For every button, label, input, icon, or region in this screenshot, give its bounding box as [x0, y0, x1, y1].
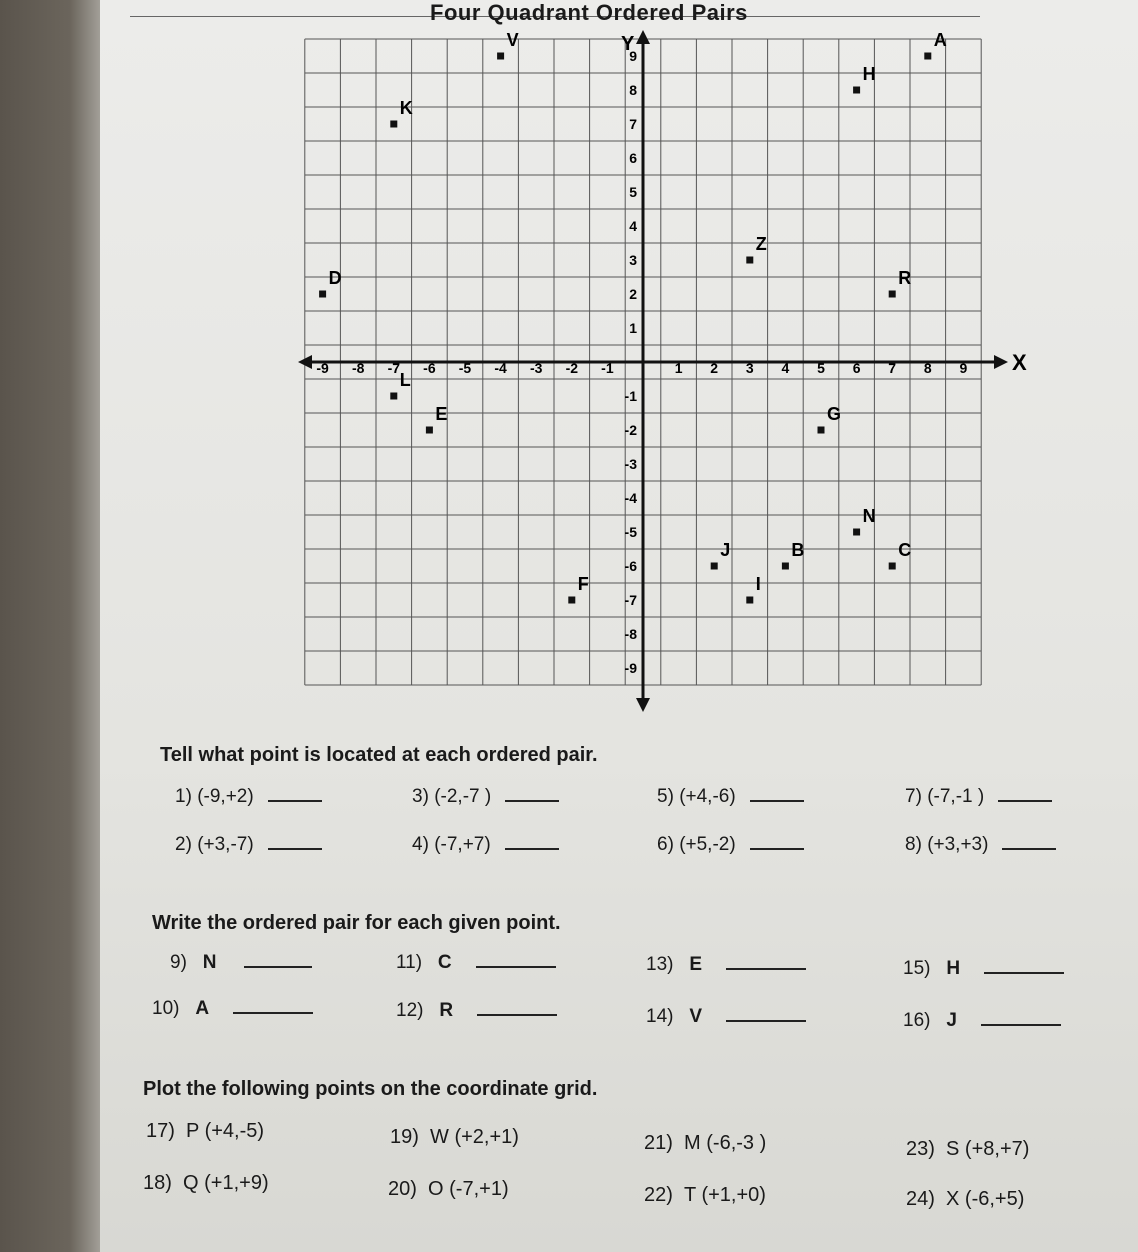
y-tick-label: 4: [629, 218, 637, 234]
x-tick-label: 3: [745, 360, 754, 376]
question-9: 9) N: [170, 952, 312, 974]
question-5: 5) (+4,-6): [657, 786, 804, 808]
y-tick-label: -6: [624, 558, 637, 574]
plot-item-24: 24) X (-6,+5): [906, 1188, 1025, 1210]
x-tick-label: 7: [888, 360, 897, 376]
plot-item-23: 23) S (+8,+7): [906, 1138, 1030, 1160]
x-tick-label: -3: [529, 360, 543, 376]
y-axis-arrow-down: [636, 698, 650, 712]
y-axis-label: Y: [621, 33, 635, 55]
point-label-a: A: [933, 30, 947, 50]
x-tick-label: -9: [316, 360, 329, 376]
point-marker-v: [497, 53, 504, 60]
point-label-j: J: [720, 540, 731, 560]
answer-blank-8[interactable]: [1002, 834, 1056, 850]
question-14: 14) V: [646, 1006, 806, 1028]
x-tick-label: 5: [817, 360, 825, 376]
answer-blank-13[interactable]: [726, 954, 806, 970]
point-marker-l: [390, 393, 397, 400]
point-marker-d: [319, 291, 326, 298]
question-12: 12) R: [396, 1000, 557, 1022]
y-axis-arrow-up: [636, 30, 650, 44]
y-tick-label: 7: [629, 116, 637, 132]
section2-heading: Write the ordered pair for each given point.: [152, 912, 561, 934]
x-axis-label: X: [1012, 350, 1027, 375]
answer-blank-9[interactable]: [244, 952, 312, 968]
x-tick-label: -5: [458, 360, 472, 376]
y-tick-label: 1: [629, 320, 637, 336]
point-marker-i: [746, 597, 753, 604]
y-tick-label: -4: [624, 490, 637, 506]
x-tick-label: 9: [959, 360, 968, 376]
x-tick-label: -4: [494, 360, 507, 376]
point-label-c: C: [898, 540, 912, 560]
answer-blank-5[interactable]: [750, 786, 804, 802]
answer-blank-14[interactable]: [726, 1006, 806, 1022]
y-tick-label: 8: [629, 82, 637, 98]
plot-item-20: 20) O (-7,+1): [388, 1178, 509, 1200]
y-tick-label: 9: [629, 48, 637, 64]
question-10: 10) A: [152, 998, 313, 1020]
plot-item-19: 19) W (+2,+1): [390, 1126, 519, 1148]
answer-blank-4[interactable]: [505, 834, 559, 850]
point-label-l: L: [399, 370, 411, 390]
worksheet-title: Four Quadrant Ordered Pairs: [430, 0, 748, 25]
question-1: 1) (-9,+2): [175, 786, 322, 808]
x-tick-label: -1: [601, 360, 614, 376]
section3-heading: Plot the following points on the coordinate grid.: [143, 1078, 598, 1100]
x-tick-label: 4: [781, 360, 790, 376]
point-label-r: R: [898, 268, 912, 288]
point-marker-a: [924, 53, 931, 60]
point-marker-e: [426, 427, 433, 434]
answer-blank-16[interactable]: [981, 1010, 1061, 1026]
y-tick-label: -1: [624, 388, 637, 404]
point-marker-h: [853, 87, 860, 94]
y-tick-label: -9: [624, 660, 637, 676]
y-tick-label: 2: [629, 286, 637, 302]
question-6: 6) (+5,-2): [657, 834, 804, 856]
point-label-d: D: [328, 268, 342, 288]
answer-blank-11[interactable]: [476, 952, 556, 968]
x-tick-label: 8: [923, 360, 932, 376]
question-2: 2) (+3,-7): [175, 834, 322, 856]
point-marker-c: [889, 563, 896, 570]
point-label-b: B: [791, 540, 805, 560]
y-tick-label: -7: [624, 592, 637, 608]
x-tick-label: -7: [387, 360, 401, 376]
question-13: 13) E: [646, 954, 806, 976]
point-marker-f: [568, 597, 575, 604]
y-tick-label: -5: [624, 524, 637, 540]
question-8: 8) (+3,+3): [905, 834, 1056, 856]
plot-item-22: 22) T (+1,+0): [644, 1184, 766, 1206]
point-label-n: N: [862, 506, 876, 526]
y-tick-label: -8: [624, 626, 637, 642]
point-label-f: F: [577, 574, 589, 594]
question-3: 3) (-2,-7 ): [412, 786, 559, 808]
x-tick-label: 1: [674, 360, 683, 376]
plot-item-21: 21) M (-6,-3 ): [644, 1132, 767, 1154]
point-label-i: I: [755, 574, 761, 594]
answer-blank-10[interactable]: [233, 998, 313, 1014]
y-tick-label: 6: [629, 150, 637, 166]
answer-blank-12[interactable]: [477, 1000, 557, 1016]
answer-blank-15[interactable]: [984, 958, 1064, 974]
point-label-k: K: [399, 98, 413, 118]
point-label-z: Z: [755, 234, 767, 254]
question-7: 7) (-7,-1 ): [905, 786, 1052, 808]
point-marker-b: [782, 563, 789, 570]
y-tick-label: -2: [624, 422, 637, 438]
question-11: 11) C: [396, 952, 556, 974]
x-tick-label: -8: [351, 360, 365, 376]
point-label-g: G: [827, 404, 842, 424]
answer-blank-7[interactable]: [998, 786, 1052, 802]
section1-heading: Tell what point is located at each ordered pair.: [160, 744, 598, 766]
y-tick-label: -3: [624, 456, 637, 472]
point-marker-r: [889, 291, 896, 298]
point-marker-g: [818, 427, 825, 434]
question-15: 15) H: [903, 958, 1064, 980]
plot-item-17: 17) P (+4,-5): [146, 1120, 265, 1142]
x-tick-label: 6: [852, 360, 861, 376]
plot-item-18: 18) Q (+1,+9): [143, 1172, 269, 1194]
answer-blank-6[interactable]: [750, 834, 804, 850]
answer-blank-2[interactable]: [268, 834, 322, 850]
x-tick-label: 2: [710, 360, 719, 376]
answer-blank-3[interactable]: [505, 786, 559, 802]
point-marker-n: [853, 529, 860, 536]
point-marker-k: [390, 121, 397, 128]
y-tick-label: 5: [629, 184, 637, 200]
x-tick-label: -2: [565, 360, 579, 376]
point-label-e: E: [435, 404, 448, 424]
y-tick-label: 3: [629, 252, 637, 268]
question-16: 16) J: [903, 1010, 1061, 1032]
question-4: 4) (-7,+7): [412, 834, 559, 856]
answer-blank-1[interactable]: [268, 786, 322, 802]
point-marker-j: [711, 563, 718, 570]
x-tick-label: -6: [423, 360, 436, 376]
x-axis-arrow-right: [994, 355, 1008, 369]
point-marker-z: [746, 257, 753, 264]
point-label-v: V: [506, 30, 519, 50]
point-label-h: H: [862, 64, 876, 84]
